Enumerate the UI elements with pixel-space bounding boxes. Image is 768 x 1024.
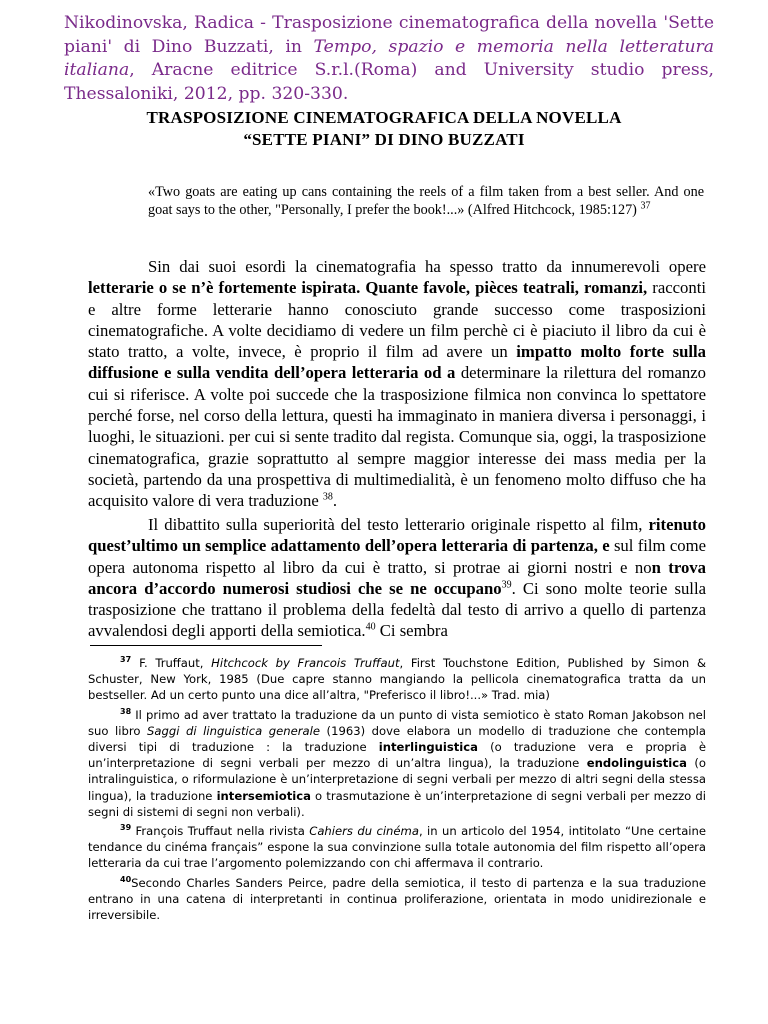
paragraph-1-text: determinare la rilettura del romanzo cui si riferisce. A volte poi succede che la trasposizione filmica non convinca lo spettatore perché forse, nel corso della lettura, questi ha immaginato in maniera diversa i personaggi, i luoghi, le situazioni. per cui si sente tradito dal regista. Comunque sia, oggi, la trasposizione cinematografica, grazie soprattutto al sempre maggior interesse dei mass media per la società, partendo da una prospettiva di multimedialità, è un fenomeno molto diffuso che ha acquisito valore di vera traduzione — [88, 363, 706, 511]
footnote-separator — [90, 645, 322, 646]
footnote-title: Saggi di linguistica generale — [147, 723, 320, 738]
paragraph-2-text: Il dibattito sulla superiorità del testo letterario originale rispetto al film, — [148, 515, 649, 534]
epigraph — [148, 184, 704, 220]
paragraph-1 — [88, 256, 706, 512]
footnote-text: (1963) dove elabora un modello di traduzione che contempla diversi tipi di traduzione : la traduzione — [88, 723, 706, 755]
paragraph-1-text: Sin dai suoi esordi la cinematografia ha spesso tratto da innumerevoli opere — [148, 257, 706, 276]
paragraph-2-text: . Ci sono molte teorie sulla trasposizione che trattano il problema della fedeltà dal testo di arrivo a quello di partenza avvalendosi degli apporti della semiotica. — [88, 578, 706, 641]
footnote-38: 38 Il primo ad aver trattato la traduzione da un punto di vista semiotico è stato Roman Jakobson nel suo libro Saggi di linguistica generale (1963) dove elabora un modello di traduzione che contempla diversi tipi di traduzione : la traduzione interlinguistica (o traduzione vera e propria è un’interpretazione di segni verbali per mezzo di un’altra lingua), la traduzione endolinguistica (o intralinguistica, o riformulazione è un’interpretazione di segni verbali per mezzo di altri segni della stessa lingua), la traduzione intersemiotica o trasmutazione è un’interpretazione di segni verbali per mezzo di segni di sistemi di segni non verbali). — [88, 706, 707, 819]
footnote-text: F. Truffaut, — [139, 656, 212, 670]
footnote-ref-39: 39 — [501, 579, 512, 591]
citation-header — [64, 12, 714, 106]
footnote-title: Cahiers du cinéma — [309, 824, 419, 839]
footnotes — [88, 655, 706, 926]
footnote-bold-term: intersemiotica — [216, 788, 311, 803]
citation-author: Nikodinovska, Radica - Trasposizione cinematografica della novella 'Sette piani' di Dino Buzzati, in — [64, 13, 714, 57]
footnote-40: 40Secondo Charles Sanders Peirce, padre della semiotica, il testo di partenza e la sua traduzione entrano in una catena di interpretanti in continua proliferazione, orientata in modo unidirezionale e irreversibile. — [88, 874, 706, 923]
footnote-ref-40: 40 — [365, 621, 376, 633]
paragraph-1-bold: impatto molto forte sulla diffusione e sulla vendita dell’opera letteraria od a — [88, 342, 706, 383]
footnote-text: Secondo Charles Sanders Peirce, padre della semiotica, il testo di partenza e la sua traduzione entrano in una catena di interpretanti in continua proliferazione, orientata in modo unidirezionale e irreversibile. — [88, 875, 706, 923]
footnote-text: , in un articolo del 1954, intitolato “Une certaine tendance du cinéma français” espone la sua convinzione sulla totale autonomia del film rispetto all’opera letteraria da cui trae l’argomento polemizzando con chi affermava il contrario. — [88, 824, 707, 871]
footnote-title: Hitchcock by Francois Truffaut — [211, 656, 400, 670]
paragraph-1-bold: letterarie o se n’è fortemente ispirata. Quante favole, pièces teatrali, romanzi, — [88, 278, 648, 298]
paragraph-2 — [88, 514, 706, 642]
citation-publisher: , Aracne editrice S.r.l.(Roma) and University studio press, Thessaloniki, 2012, pp. 320-330. — [64, 60, 714, 104]
paragraph-2-text: Ci sembra — [375, 621, 448, 641]
page-title-line-1: TRASPOSIZIONE CINEMATOGRAFICA DELLA NOVELLA — [146, 108, 622, 127]
footnote-ref-37: 37 — [640, 200, 651, 212]
footnote-39: 39 François Truffaut nella rivista Cahiers du cinéma, in un articolo del 1954, intitolato “Une certaine tendance du cinéma français” espone la sua convinzione sulla totale autonomia del film rispetto all’opera letteraria da cui trae l’argomento polemizzando con chi affermava il contrario. — [88, 823, 707, 871]
footnote-bold-term: interlinguistica — [378, 740, 478, 755]
paragraph-2-bold: ritenuto quest’ultimo un semplice adattamento dell’opera letteraria di partenza, e — [88, 515, 706, 556]
footnote-text: (o intralinguistica, o riformulazione è un’interpretazione di segni verbali per mezzo di altri segni della stessa lingua), la traduzione — [88, 756, 706, 803]
paragraph-1-text: racconti e altre forme letterarie hanno conosciuto grande successo come trasposizioni cinematografiche. A volte decidiamo di vedere un film perchè ci è piaciuto il libro da cui è stato tratto, a volte, invece, è proprio il film ad avere un — [88, 278, 706, 362]
footnote-bold-term: endolinguistica — [586, 756, 687, 771]
epigraph-text: «Two goats are eating up cans containing the reels of a film taken from a best seller. And one goat says to the other, "Personally, I prefer the book!...» (Alfred Hitchcock, 1985:127) — [148, 184, 704, 218]
footnote-text: François Truffaut nella rivista — [131, 824, 310, 839]
footnote-37: 37 F. Truffaut, Hitchcock by Francois Truffaut, First Touchstone Edition, Published by Simon & Schuster, New York, 1985 (Due capre stanno mangiando la pellicola cinematografica tratta da un bestseller. Ad un certo punto una dice all’altra, "Preferisco il libro!...» Trad. mia) — [88, 655, 706, 703]
footnote-ref-38: 38 — [322, 491, 333, 503]
paragraph-1-text: . — [332, 491, 338, 511]
paragraph-2-bold: n trova ancora d’accordo numerosi studiosi che se ne occupano — [88, 557, 706, 598]
footnote-text: , First Touchstone Edition, Published by Simon & Schuster, New York, 1985 (Due capre stanno mangiando la pellicola cinematografica tratta da un bestseller. Ad un certo punto una dice all’altra, "Preferisco il libro!...» Trad. mia) — [88, 656, 706, 703]
footnote-text: (o traduzione vera e propria è un’interpretazione di segni verbali per mezzo di un’altra lingua), la traduzione — [88, 740, 707, 771]
paragraph-2-text: sul film come opera autonoma rispetto al libro da cui è tratto, si protrae ai giorni nostri e no — [88, 536, 706, 577]
footnote-text: o trasmutazione è un’interpretazione di segni verbali per mezzo di segni di sistemi di segni non verbali). — [88, 788, 706, 819]
footnote-text: Il primo ad aver trattato la traduzione da un punto di vista semiotico è stato Roman Jakobson nel suo libro — [88, 707, 706, 738]
page-title-line-2: “SETTE PIANI” DI DINO BUZZATI — [243, 130, 525, 149]
citation-book-title: Tempo, spazio e memoria nella letteratura italiana — [64, 36, 714, 80]
